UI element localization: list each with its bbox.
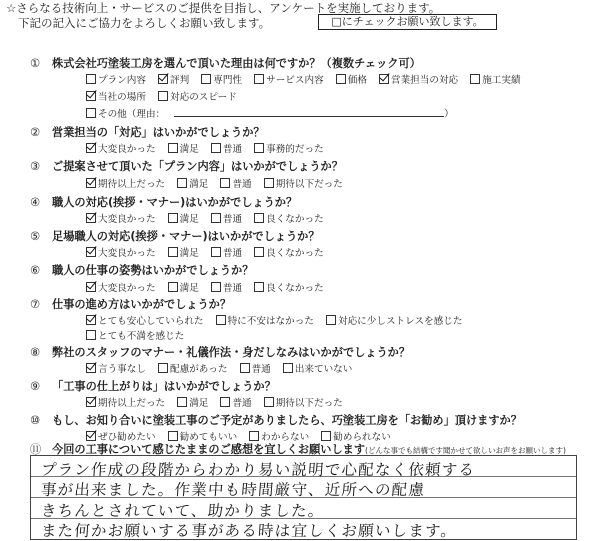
checkbox-icon[interactable]: [168, 282, 178, 292]
free-comment-box[interactable]: [30, 455, 577, 540]
q1-option[interactable]: 価格: [336, 72, 367, 86]
checkbox-icon[interactable]: [177, 397, 187, 407]
checkbox-icon[interactable]: [201, 74, 211, 84]
checkbox-icon[interactable]: [470, 74, 480, 84]
intro-line-1: ☆さらなる技術向上・サービスのご提供を目指し、アンケートを実施しております。: [6, 1, 441, 15]
q8-option[interactable]: 出来ていない: [283, 361, 353, 375]
q9-option[interactable]: 満足: [177, 395, 208, 409]
q10-option[interactable]: わからない: [249, 429, 309, 443]
q2-option[interactable]: 事務的だった: [254, 141, 324, 155]
question-1: [30, 55, 421, 71]
q4-options: [86, 211, 333, 225]
q1-option[interactable]: サービス内容: [254, 72, 324, 86]
question-6-text: 職人の仕事の姿勢はいかがでしょうか？: [52, 264, 254, 277]
checkbox-icon[interactable]: [283, 363, 293, 373]
checked-checkbox-icon[interactable]: [86, 143, 96, 153]
question-7: ⑦ 仕事の進め方はいかがでしょうか？: [30, 298, 232, 311]
q7-option[interactable]: とても不満を感じた: [86, 328, 184, 342]
checkbox-icon[interactable]: [249, 431, 259, 441]
checkbox-icon[interactable]: [177, 178, 187, 188]
question-3-text: ご提案させて頂いた「プラン内容」はいかがでしょうか？: [52, 160, 343, 173]
q8-option[interactable]: 普通: [240, 361, 271, 375]
q3-option[interactable]: 満足: [177, 176, 208, 190]
q1-options-row-1: [86, 72, 530, 86]
q10-option[interactable]: ぜひ勧めたい: [86, 429, 156, 443]
checkbox-icon[interactable]: [216, 315, 226, 325]
checkbox-icon[interactable]: [336, 74, 346, 84]
checkbox-icon[interactable]: [326, 315, 336, 325]
question-1-number: ①: [30, 57, 41, 70]
checked-checkbox-icon[interactable]: [86, 431, 96, 441]
q7-options-row-1: [86, 313, 471, 327]
q2-option[interactable]: 大変良かった: [86, 141, 156, 155]
q5-option[interactable]: 大変良かった: [86, 245, 156, 259]
q7-options-row-2: [86, 328, 193, 342]
question-7-text: 仕事の進め方はいかがでしょうか？: [52, 298, 232, 311]
q1-option[interactable]: 専門性: [201, 72, 242, 86]
checkbox-icon[interactable]: [168, 213, 178, 223]
question-10-text: もし、お知り合いに塗装工事のご予定がありましたら、巧塗装工房を「お勧め」頂けますか？: [52, 414, 522, 427]
q3-options: [86, 176, 352, 190]
checkbox-icon[interactable]: [211, 247, 221, 257]
checked-checkbox-icon[interactable]: [86, 91, 96, 101]
q1-option[interactable]: 施工実績: [470, 72, 520, 86]
handwritten-comment-line-3: きちんとされていて、助かりました。: [40, 502, 326, 520]
checkbox-icon[interactable]: [211, 282, 221, 292]
checked-checkbox-icon[interactable]: [158, 74, 168, 84]
check-instruction-banner: □にチェックお願い致します。: [318, 14, 497, 30]
checkbox-icon[interactable]: [240, 363, 250, 373]
q6-option[interactable]: 普通: [211, 280, 242, 294]
q1-option[interactable]: 営業担当の対応: [379, 72, 458, 86]
checkbox-icon[interactable]: [321, 431, 331, 441]
q2-options: [86, 141, 333, 155]
question-5-text: 足場職人の対応(挨拶・マナー)はいかがでしょうか？: [52, 230, 320, 243]
checkbox-icon[interactable]: [254, 282, 264, 292]
q1-other-reason-field[interactable]: [174, 107, 444, 117]
q6-option[interactable]: 大変良かった: [86, 280, 156, 294]
checkbox-icon[interactable]: [158, 91, 168, 101]
question-4-text: 職人の対応(挨拶・マナー)はいかがでしょうか？: [52, 196, 298, 209]
q1-option[interactable]: プラン内容: [86, 72, 146, 86]
q1-option[interactable]: 対応のスピード: [158, 89, 237, 103]
checkbox-icon[interactable]: [211, 143, 221, 153]
q9-option[interactable]: 普通: [220, 395, 251, 409]
checkbox-icon[interactable]: [264, 178, 274, 188]
question-2: ② 営業担当の「対応」はいかがでしょうか？: [30, 126, 265, 139]
checkbox-icon[interactable]: [264, 397, 274, 407]
question-8: ⑧ 弊社のスタッフのマナー・礼儀作法・身だしなみはいかがでしょうか？: [30, 346, 411, 359]
checkbox-icon[interactable]: [254, 247, 264, 257]
checkbox-icon[interactable]: [220, 397, 230, 407]
checkbox-icon[interactable]: [86, 74, 96, 84]
q8-option[interactable]: 配慮があった: [158, 361, 227, 375]
question-2-text: 営業担当の「対応」はいかがでしょうか？: [52, 126, 265, 139]
question-5: ⑤ 足場職人の対応(挨拶・マナー)はいかがでしょうか？: [30, 230, 320, 243]
q5-option[interactable]: 良くなかった: [254, 245, 324, 259]
handwritten-comment-line-2: 事が出来ました。作業中も時間厳守、近所への配慮: [40, 481, 426, 499]
question-9: ⑨ 「工事の仕上がりは」はいかがでしょうか？: [30, 380, 276, 393]
handwritten-comment-line-1: プラン作成の段階からわかり易い説明で心配なく依頼する: [40, 461, 476, 479]
question-10: ⑩ もし、お知り合いに塗装工事のご予定がありましたら、巧塗装工房を「お勧め」頂けますか？: [30, 414, 522, 427]
intro-line-2: 下記の記入にご協力をよろしくお願い致します。: [18, 16, 271, 30]
q7-option[interactable]: とても安心していられた: [86, 313, 204, 327]
q8-options: [86, 361, 361, 375]
q10-option[interactable]: 勧めてもいい: [168, 429, 238, 443]
q4-option[interactable]: 満足: [168, 211, 199, 225]
question-1-text: 株式会社巧塗装工房を選んで頂いた理由は何ですか？（複数チェック可）: [52, 57, 421, 70]
q4-option[interactable]: 普通: [211, 211, 242, 225]
q1-options-row-3: その他（理由： ）: [86, 106, 454, 120]
question-6: ⑥ 職人の仕事の姿勢はいかがでしょうか？: [30, 264, 254, 277]
checkbox-icon[interactable]: [168, 431, 178, 441]
checked-checkbox-icon[interactable]: [86, 178, 96, 188]
checkbox-icon[interactable]: [168, 143, 178, 153]
q8-option[interactable]: 言う事なし: [86, 361, 146, 375]
q1-other-option[interactable]: その他（理由：: [86, 106, 165, 120]
checkbox-icon[interactable]: [254, 143, 264, 153]
q5-option[interactable]: 満足: [168, 245, 199, 259]
q3-option[interactable]: 期待以上だった: [86, 176, 165, 190]
q1-option[interactable]: 評判: [158, 72, 189, 86]
q6-options: [86, 280, 333, 294]
q3-option[interactable]: 普通: [220, 176, 251, 190]
checkbox-icon[interactable]: [158, 363, 168, 373]
checkbox-icon[interactable]: [254, 74, 264, 84]
q2-option[interactable]: 満足: [168, 141, 199, 155]
question-9-text: 「工事の仕上がりは」はいかがでしょうか？: [52, 380, 276, 393]
q3-option[interactable]: 期待以下だった: [264, 176, 343, 190]
checkbox-icon[interactable]: [254, 213, 264, 223]
question-4: ④ 職人の対応(挨拶・マナー)はいかがでしょうか？: [30, 196, 298, 209]
checkbox-icon[interactable]: [86, 330, 96, 340]
q1-options-row-2: [86, 89, 246, 103]
checked-checkbox-icon[interactable]: [86, 397, 96, 407]
q5-options: [86, 245, 333, 259]
q6-option[interactable]: 満足: [168, 280, 199, 294]
q4-option[interactable]: 大変良かった: [86, 211, 156, 225]
q2-option[interactable]: 普通: [211, 141, 242, 155]
handwritten-comment-line-4: また何かお願いする事がある時は宜しくお願いします。: [40, 522, 458, 540]
question-8-text: 弊社のスタッフのマナー・礼儀作法・身だしなみはいかがでしょうか？: [52, 346, 411, 359]
checkbox-icon[interactable]: [168, 247, 178, 257]
q9-option[interactable]: 期待以上だった: [86, 395, 165, 409]
question-11-note: (どんな事でも結構です聞かせて欲しいお声をお願いします): [365, 446, 566, 455]
q1-option[interactable]: 当社の場所: [86, 89, 146, 103]
checked-checkbox-icon[interactable]: [379, 74, 389, 84]
q9-options: [86, 395, 352, 409]
checkbox-icon[interactable]: [211, 213, 221, 223]
checkbox-icon[interactable]: [86, 108, 96, 118]
q9-option[interactable]: 期待以下だった: [264, 395, 343, 409]
checked-checkbox-icon[interactable]: [86, 247, 96, 257]
checked-checkbox-icon[interactable]: [86, 213, 96, 223]
question-11: ⑪ 今回の工事について感じたままのご感想を宜しくお願いします(どんな事でも結構です聞かせて欲しいお声をお願いします): [30, 443, 566, 456]
q7-option[interactable]: 特に不安はなかった: [216, 313, 314, 327]
q5-option[interactable]: 普通: [211, 245, 242, 259]
question-11-text: 今回の工事について感じたままのご感想を宜しくお願いします: [52, 443, 366, 456]
checkbox-icon[interactable]: [220, 178, 230, 188]
checked-checkbox-icon[interactable]: [86, 282, 96, 292]
checked-checkbox-icon[interactable]: [86, 315, 96, 325]
q4-option[interactable]: 良くなかった: [254, 211, 324, 225]
q10-option[interactable]: 勧められない: [321, 429, 391, 443]
checked-checkbox-icon[interactable]: [86, 363, 96, 373]
question-3: ③ ご提案させて頂いた「プラン内容」はいかがでしょうか？: [30, 160, 343, 173]
q7-option[interactable]: 対応に少しストレスを感じた: [326, 313, 462, 327]
q6-option[interactable]: 良くなかった: [254, 280, 324, 294]
